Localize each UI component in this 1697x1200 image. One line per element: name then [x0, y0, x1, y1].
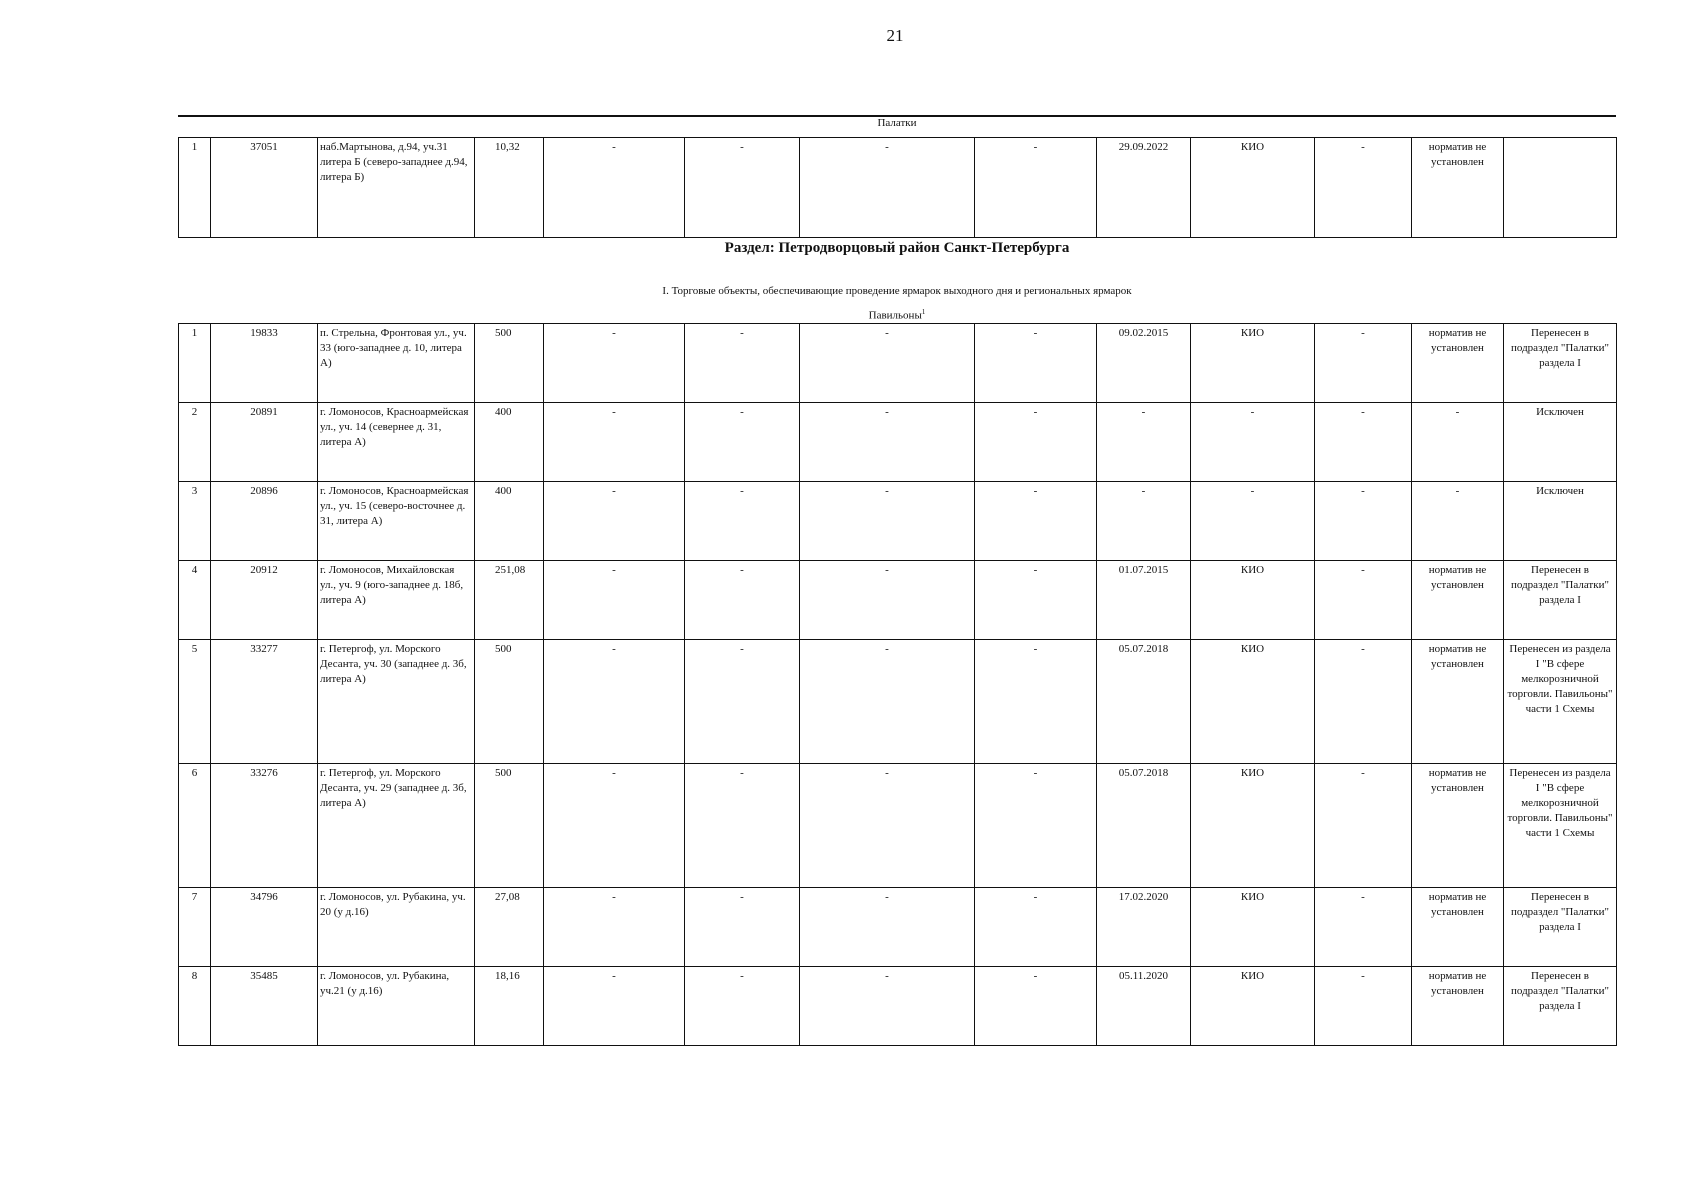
row-note: Перенесен в подраздел "Палатки" раздела I — [1504, 967, 1617, 1046]
object-code: 20912 — [211, 561, 318, 640]
object-address: наб.Мартынова, д.94, уч.31 литера Б (северо-западнее д.94, литера Б) — [318, 138, 475, 238]
cell-col5: - — [544, 561, 685, 640]
norm-status: - — [1412, 482, 1504, 561]
cell-col5: - — [544, 888, 685, 967]
authority: КИО — [1191, 640, 1315, 764]
object-area: 27,08 — [475, 888, 544, 967]
authority: КИО — [1191, 561, 1315, 640]
authority: КИО — [1191, 764, 1315, 888]
cell-col11: - — [1315, 888, 1412, 967]
object-code: 37051 — [211, 138, 318, 238]
norm-status: норматив не установлен — [1412, 967, 1504, 1046]
cell-col7: - — [800, 640, 975, 764]
cell-col7: - — [800, 403, 975, 482]
object-code: 20896 — [211, 482, 318, 561]
cell-col5: - — [544, 138, 685, 238]
cell-col8: - — [975, 561, 1097, 640]
object-address: п. Стрельна, Фронтовая ул., уч. 33 (юго-западнее д. 10, литера А) — [318, 324, 475, 403]
cell-col7: - — [800, 561, 975, 640]
norm-status: - — [1412, 403, 1504, 482]
row-number: 2 — [179, 403, 211, 482]
table-row — [179, 967, 1617, 1046]
cell-col6: - — [685, 967, 800, 1046]
object-address: г. Ломоносов, Красноармейская ул., уч. 14 (севернее д. 31, литера А) — [318, 403, 475, 482]
row-number: 4 — [179, 561, 211, 640]
row-number: 3 — [179, 482, 211, 561]
cell-col7: - — [800, 138, 975, 238]
cell-col8: - — [975, 764, 1097, 888]
cell-col5: - — [544, 482, 685, 561]
norm-status: норматив не установлен — [1412, 561, 1504, 640]
tents-table — [178, 137, 1617, 238]
cell-col7: - — [800, 888, 975, 967]
object-address: г. Ломоносов, ул. Рубакина, уч. 20 (у д.16) — [318, 888, 475, 967]
inclusion-date: 09.02.2015 — [1097, 324, 1191, 403]
norm-status: норматив не установлен — [1412, 888, 1504, 967]
object-code: 34796 — [211, 888, 318, 967]
cell-col5: - — [544, 967, 685, 1046]
inclusion-date: 01.07.2015 — [1097, 561, 1191, 640]
cell-col11: - — [1315, 561, 1412, 640]
table-row — [179, 764, 1617, 888]
inclusion-date: 17.02.2020 — [1097, 888, 1191, 967]
row-number: 1 — [179, 324, 211, 403]
table-row — [179, 324, 1617, 403]
cell-col11: - — [1315, 764, 1412, 888]
object-code: 35485 — [211, 967, 318, 1046]
cell-col6: - — [685, 482, 800, 561]
table-row — [179, 482, 1617, 561]
cell-col7: - — [800, 482, 975, 561]
table-row — [179, 888, 1617, 967]
cell-col8: - — [975, 138, 1097, 238]
table-row — [179, 561, 1617, 640]
table-row — [179, 138, 1617, 238]
object-code: 33277 — [211, 640, 318, 764]
row-note: Исключен — [1504, 403, 1617, 482]
norm-status: норматив не установлен — [1412, 324, 1504, 403]
subsection-title-pavilions — [178, 308, 1616, 322]
norm-status: норматив не установлен — [1412, 640, 1504, 764]
cell-col5: - — [544, 764, 685, 888]
inclusion-date: 05.07.2018 — [1097, 640, 1191, 764]
cell-col5: - — [544, 403, 685, 482]
object-area: 18,16 — [475, 967, 544, 1046]
cell-col6: - — [685, 561, 800, 640]
table-row — [179, 640, 1617, 764]
cell-col7: - — [800, 967, 975, 1046]
object-address: г. Петергоф, ул. Морского Десанта, уч. 29 (западнее д. 3б, литера А) — [318, 764, 475, 888]
inclusion-date: - — [1097, 482, 1191, 561]
cell-col6: - — [685, 324, 800, 403]
object-address: г. Ломоносов, Михайловская ул., уч. 9 (юго-западнее д. 18б, литера А) — [318, 561, 475, 640]
cell-col11: - — [1315, 967, 1412, 1046]
norm-status: норматив не установлен — [1412, 764, 1504, 888]
category-heading: I. Торговые объекты, обеспечивающие проведение ярмарок выходного дня и региональных ярмарок — [662, 285, 1132, 297]
row-note — [1504, 138, 1617, 238]
cell-col6: - — [685, 640, 800, 764]
object-code: 20891 — [211, 403, 318, 482]
row-note: Перенесен в подраздел "Палатки" раздела I — [1504, 888, 1617, 967]
object-area: 400 — [475, 403, 544, 482]
subsection-label: Павильоны — [868, 309, 922, 322]
object-area: 400 — [475, 482, 544, 561]
cell-col7: - — [800, 764, 975, 888]
cell-col6: - — [685, 764, 800, 888]
object-code: 19833 — [211, 324, 318, 403]
object-area: 500 — [475, 324, 544, 403]
table-row — [179, 403, 1617, 482]
authority: КИО — [1191, 324, 1315, 403]
inclusion-date: 05.11.2020 — [1097, 967, 1191, 1046]
authority: КИО — [1191, 967, 1315, 1046]
row-number: 8 — [179, 967, 211, 1046]
footnote-marker: 1 — [921, 308, 926, 316]
object-area: 500 — [475, 640, 544, 764]
object-area: 10,32 — [475, 138, 544, 238]
cell-col8: - — [975, 888, 1097, 967]
object-area: 500 — [475, 764, 544, 888]
row-note: Перенесен в подраздел "Палатки" раздела I — [1504, 324, 1617, 403]
object-address: г. Ломоносов, ул. Рубакина, уч.21 (у д.16) — [318, 967, 475, 1046]
cell-col11: - — [1315, 324, 1412, 403]
cell-col11: - — [1315, 138, 1412, 238]
inclusion-date: 05.07.2018 — [1097, 764, 1191, 888]
cell-col11: - — [1315, 403, 1412, 482]
row-number: 6 — [179, 764, 211, 888]
row-number: 7 — [179, 888, 211, 967]
pavilions-table — [178, 323, 1617, 1046]
object-code: 33276 — [211, 764, 318, 888]
section-heading: Раздел: Петродворцовый район Санкт-Петербурга — [724, 240, 1070, 256]
row-number: 5 — [179, 640, 211, 764]
cell-col5: - — [544, 640, 685, 764]
row-number: 1 — [179, 138, 211, 238]
cell-col7: - — [800, 324, 975, 403]
object-address: г. Петергоф, ул. Морского Десанта, уч. 30 (западнее д. 3б, литера А) — [318, 640, 475, 764]
row-note: Исключен — [1504, 482, 1617, 561]
object-address: г. Ломоносов, Красноармейская ул., уч. 15 (северо-восточнее д. 31, литера А) — [318, 482, 475, 561]
cell-col11: - — [1315, 640, 1412, 764]
object-area: 251,08 — [475, 561, 544, 640]
cell-col8: - — [975, 482, 1097, 561]
authority: - — [1191, 403, 1315, 482]
subsection-title-tents: Палатки — [877, 117, 917, 129]
cell-col8: - — [975, 640, 1097, 764]
cell-col6: - — [685, 403, 800, 482]
norm-status: норматив не установлен — [1412, 138, 1504, 238]
page-number: 21 — [886, 26, 904, 45]
row-note: Перенесен в подраздел "Палатки" раздела I — [1504, 561, 1617, 640]
cell-col8: - — [975, 403, 1097, 482]
cell-col6: - — [685, 138, 800, 238]
inclusion-date: 29.09.2022 — [1097, 138, 1191, 238]
authority: - — [1191, 482, 1315, 561]
cell-col8: - — [975, 967, 1097, 1046]
cell-col11: - — [1315, 482, 1412, 561]
cell-col8: - — [975, 324, 1097, 403]
row-note: Перенесен из раздела I "В сфере мелкорозничной торговли. Павильоны" части 1 Схемы — [1504, 764, 1617, 888]
cell-col6: - — [685, 888, 800, 967]
authority: КИО — [1191, 888, 1315, 967]
authority: КИО — [1191, 138, 1315, 238]
cell-col5: - — [544, 324, 685, 403]
row-note: Перенесен из раздела I "В сфере мелкорозничной торговли. Павильоны" части 1 Схемы — [1504, 640, 1617, 764]
inclusion-date: - — [1097, 403, 1191, 482]
